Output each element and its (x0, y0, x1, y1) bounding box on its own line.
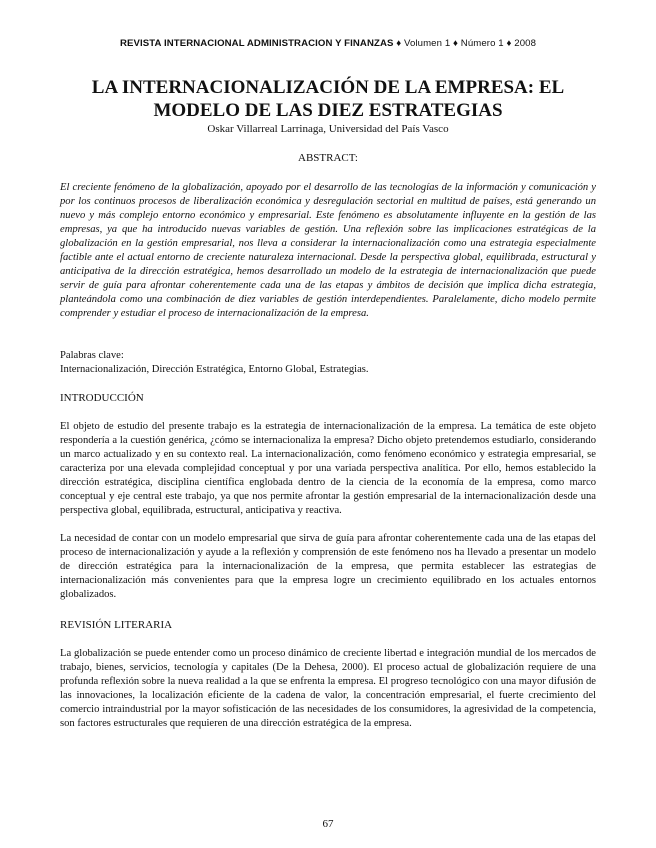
paragraph: El objeto de estudio del presente trabajo es la estrategia de internacionalización de la empresa. La temática de este objeto respondería a la cuestión genérica, ¿cómo se internacionaliza la empresa? Dicho objeto pretendemos estudiarlo, considerando un marco actualizado y en su contexto real. La internacionalización, como fenómeno económico y estrategia empresarial, se caracteriza por una elevada complejidad conceptual y por una variada perspectiva analítica. Por ello, hemos establecido la dirección estratégica, disciplina científica englobada dentro de la ciencia de la economía de la empresa, como marco conceptual y eje central este trabajo, ya que nos permite afrontar la gestión empresarial de la internacionalización desde una perspectiva global, equilibrada, estructural, anticipativa y reactiva. (60, 421, 596, 516)
abstract-text: El creciente fenómeno de la globalización, apoyado por el desarrollo de las tecnologías de la información y comunicación y por los continuos procesos de liberalización económica y desregulación sectorial en multitud de países, está generando un nuevo y más complejo entorno económico y empresarial. Este fenómeno es absolutamente influyente en la gestión de las empresas, ya que ha introducido nuevas variables de gestión. Una reflexión sobre las implicaciones estratégicas de la globalización en la gestión empresarial, nos lleva a considerar la internacionalización como una estrategia especialmente factible ante el actual entorno de creciente naturaleza internacional. Desde la perspectiva global, equilibrada, estructural y anticipativa de la dirección estratégica, hemos desarrollado un modelo de la estrategia de internacionalización que puede servir de guía para afrontar coherentemente cada una de las etapas y ámbitos de decisión que implica dicha estrategia, planteándola como una combinación de diez variables de gestión interdependientes. Paralelamente, dicho modelo permite comprender y estudiar el proceso de internacionalización de la empresa. (60, 182, 596, 319)
page-number: 67 (322, 818, 334, 830)
section-heading-revision-literaria: REVISIÓN LITERARIA (60, 619, 173, 631)
keywords-text: Internacionalización, Dirección Estratégica, Entorno Global, Estrategias. (60, 364, 369, 375)
author-affiliation: Oskar Villarreal Larrinaga, Universidad del País Vasco (207, 123, 449, 135)
header-separator: ♦ (506, 38, 512, 49)
section-heading-introduccion: INTRODUCCIÓN (60, 392, 144, 404)
volume-label: Volumen 1 (404, 38, 451, 49)
paragraph: La necesidad de contar con un modelo empresarial que sirva de guía para afrontar coherentemente cada una de las etapas del proceso de internacionalización y ayude a la reflexión y comprensión de este fenómeno nos ha llevado a presentar un modelo de dirección estratégica para la internacionalización de la empresa, que permita establecer las estrategias de internacionalización más convenientes para que la empresa logre un crecimiento equilibrado en los actuales entornos globalizados. (60, 533, 596, 600)
header-separator: ♦ (396, 38, 402, 49)
paragraph: La globalización se puede entender como un proceso dinámico de creciente libertad e integración mundial de los mercados de trabajo, bienes, servicios, tecnología y capitales (De la Dehesa, 2000). El proceso actual de globalización requiere de una profunda reflexión sobre la nueva realidad a la que se enfrenta la empresa. El progreso tecnológico con una mayor difusión de las innovaciones, la localización eficiente de la cadena de valor, la concentración empresarial, el fuerte crecimiento del comercio intraindustrial por la mayor sofisticación de las necesidades de los consumidores, la agresividad de la competencia, son factores estructurales que requieren de una dirección estratégica de la empresa. (60, 648, 596, 729)
header-separator: ♦ (453, 38, 459, 49)
journal-name: REVISTA INTERNACIONAL ADMINISTRACION Y FINANZAS (119, 38, 394, 49)
publication-year: 2008 (514, 38, 537, 49)
article-title: LA INTERNACIONALIZACIÓN DE LA EMPRESA: EL MODELO DE LAS DIEZ ESTRATEGIAS (91, 77, 565, 121)
issue-number: Número 1 (460, 38, 504, 49)
keywords-label: Palabras clave: (60, 350, 124, 361)
running-header (0, 38, 656, 49)
abstract-heading: ABSTRACT: (298, 152, 358, 164)
